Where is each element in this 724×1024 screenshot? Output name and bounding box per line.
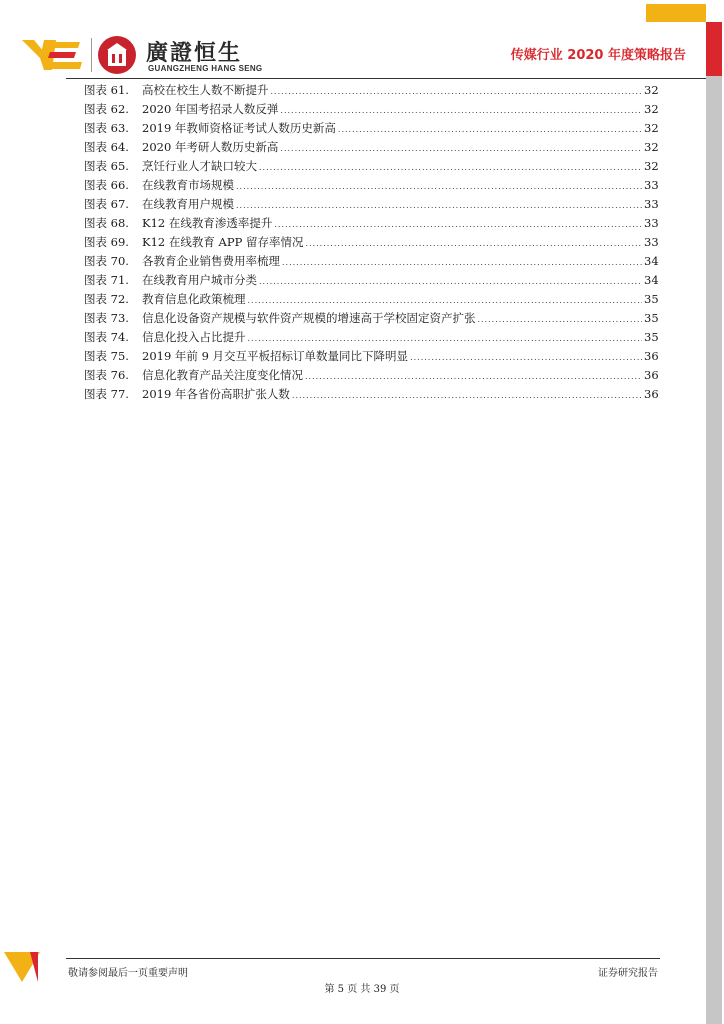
toc-row[interactable]: [84, 291, 658, 310]
figure-page-number: 35: [644, 330, 659, 344]
figure-page-number: 35: [644, 292, 659, 306]
figure-title: 各教育企业销售费用率梳理: [142, 254, 280, 268]
page-number: 第 5 页 共 39 页: [324, 984, 400, 995]
dot-leader: [282, 258, 642, 267]
figure-page-number: 34: [644, 273, 659, 287]
toc-row[interactable]: [84, 234, 658, 253]
figure-label: 图表 66.: [84, 178, 129, 192]
figure-page-number: 35: [644, 311, 659, 325]
figure-label: 图表 71.: [84, 273, 129, 287]
dot-leader: [338, 125, 642, 134]
corner-red-bar: [706, 22, 722, 76]
figure-label: 图表 67.: [84, 197, 129, 211]
figure-title: 信息化投入占比提升: [142, 330, 246, 344]
toc-row[interactable]: [84, 386, 658, 405]
toc-row[interactable]: [84, 82, 658, 101]
figure-title: K12 在线教育 APP 留存率情况: [142, 235, 304, 249]
figure-title: 在线教育市场规模: [142, 178, 234, 192]
figure-page-number: 34: [644, 254, 659, 268]
figure-title: 信息化设备资产规模与软件资产规模的增速高于学校固定资产扩张: [142, 311, 476, 325]
figure-page-number: 32: [644, 159, 659, 173]
toc-row[interactable]: [84, 196, 658, 215]
figure-label: 图表 73.: [84, 311, 129, 325]
figure-title: K12 在线教育渗透率提升: [142, 216, 273, 230]
brand-name-en: GUANGZHENG HANG SENG: [148, 64, 263, 73]
figure-label: 图表 77.: [84, 387, 129, 401]
figure-page-number: 33: [644, 216, 659, 230]
figure-page-number: 33: [644, 235, 659, 249]
figure-title: 2019 年教师资格证考试人数历史新高: [142, 121, 336, 135]
figure-title: 2019 年前 9 月交互平板招标订单数量同比下降明显: [142, 349, 409, 363]
figure-label: 图表 65.: [84, 159, 129, 173]
footer-report-type: 证券研究报告: [598, 968, 658, 979]
dot-leader: [305, 239, 642, 248]
toc-row[interactable]: [84, 253, 658, 272]
dot-leader: [292, 391, 642, 400]
dot-leader: [259, 277, 642, 286]
figure-title: 在线教育用户规模: [142, 197, 234, 211]
figure-page-number: 33: [644, 178, 659, 192]
dot-leader: [478, 315, 643, 324]
figure-title: 高校在校生人数不断提升: [142, 83, 269, 97]
header-rule: [66, 78, 706, 79]
figure-label: 图表 68.: [84, 216, 129, 230]
figure-label: 图表 76.: [84, 368, 129, 382]
figure-label: 图表 74.: [84, 330, 129, 344]
brand-name-cn: 廣證恒生: [146, 41, 243, 66]
figure-label: 图表 72.: [84, 292, 129, 306]
dot-leader: [274, 220, 642, 229]
dot-leader: [280, 106, 642, 115]
dot-leader: [271, 87, 643, 96]
figure-page-number: 32: [644, 83, 659, 97]
figure-label: 图表 70.: [84, 254, 129, 268]
corner-red-triangle: [30, 952, 38, 982]
figure-title: 在线教育用户城市分类: [142, 273, 257, 287]
report-title: 传媒行业 2020 年度策略报告: [510, 48, 686, 63]
figure-page-number: 36: [644, 368, 659, 382]
figure-title: 教育信息化政策梳理: [142, 292, 246, 306]
dot-leader: [410, 353, 642, 362]
figure-label: 图表 64.: [84, 140, 129, 154]
toc-row[interactable]: [84, 120, 658, 139]
toc-row[interactable]: [84, 310, 658, 329]
ye-logo-icon: [22, 38, 84, 72]
figure-label: 图表 63.: [84, 121, 129, 135]
toc-row[interactable]: [84, 101, 658, 120]
figure-label: 图表 62.: [84, 102, 129, 116]
footer-disclaimer: 敬请参阅最后一页重要声明: [68, 968, 188, 979]
figure-page-number: 32: [644, 102, 659, 116]
figure-title: 2020 年国考招录人数反弹: [142, 102, 279, 116]
right-gray-bar: [706, 76, 722, 1024]
dot-leader: [280, 144, 642, 153]
dot-leader: [236, 201, 642, 210]
footer-rule: [66, 958, 660, 959]
gzhs-seal-icon: [98, 36, 136, 74]
figure-title: 2020 年考研人数历史新高: [142, 140, 279, 154]
figure-title: 2019 年各省份高职扩张人数: [142, 387, 290, 401]
toc-row[interactable]: [84, 348, 658, 367]
figure-page-number: 36: [644, 349, 659, 363]
dot-leader: [236, 182, 642, 191]
logo-separator: [91, 38, 92, 72]
corner-yellow-bar: [646, 4, 706, 22]
figure-label: 图表 61.: [84, 83, 129, 97]
toc-row[interactable]: [84, 215, 658, 234]
figure-page-number: 36: [644, 387, 659, 401]
figure-label: 图表 75.: [84, 349, 129, 363]
dot-leader: [248, 296, 643, 305]
figure-title: 信息化教育产品关注度变化情况: [142, 368, 303, 382]
toc-row[interactable]: [84, 329, 658, 348]
toc-row[interactable]: [84, 139, 658, 158]
dot-leader: [305, 372, 642, 381]
toc-row[interactable]: [84, 367, 658, 386]
figure-page-number: 33: [644, 197, 659, 211]
figure-list: [84, 82, 658, 405]
figure-label: 图表 69.: [84, 235, 129, 249]
figure-title: 烹饪行业人才缺口较大: [142, 159, 257, 173]
toc-row[interactable]: [84, 158, 658, 177]
dot-leader: [248, 334, 643, 343]
dot-leader: [259, 163, 642, 172]
figure-page-number: 32: [644, 140, 659, 154]
toc-row[interactable]: [84, 177, 658, 196]
figure-page-number: 32: [644, 121, 659, 135]
toc-row[interactable]: [84, 272, 658, 291]
